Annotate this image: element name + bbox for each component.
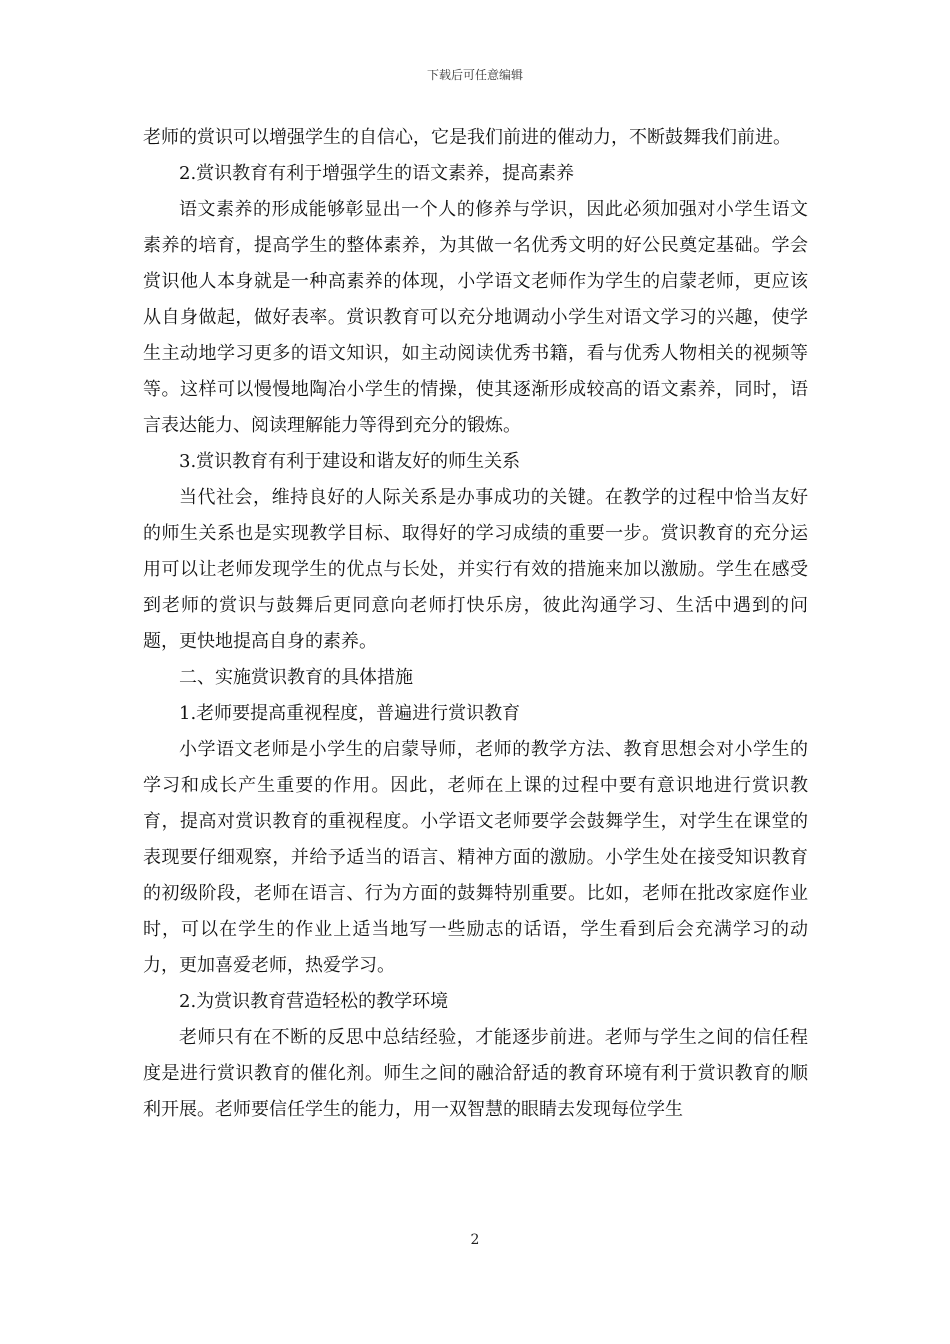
document-body — [143, 120, 808, 1128]
paragraph-continuation: 老师的赏识可以增强学生的自信心，它是我们前进的催动力，不断鼓舞我们前进。 — [143, 127, 791, 148]
section-heading: 3.赏识教育有利于建设和谐友好的师生关系 — [179, 451, 521, 472]
paragraph: 当代社会，维持良好的人际关系是办事成功的关键。在教学的过程中恰当友好的师生关系也是实现教学目标、取得好的学习成绩的重要一步。赏识教育的充分运用可以让老师发现学生的优点与长处，并实行有效的措施来加以激励。学生在感受到老师的赏识与鼓舞后更同意向老师打快乐房，彼此沟通学习、生活中遇到的问题，更快地提高自身的素养。 — [143, 487, 808, 652]
page-header: 下载后可任意编辑 — [426, 68, 523, 82]
paragraph: 语文素养的形成能够彰显出一个人的修养与学识，因此必须加强对小学生语文素养的培育，提高学生的整体素养，为其做一名优秀文明的好公民奠定基础。学会赏识他人本身就是一种高素养的体现，小学语文老师作为学生的启蒙老师，更应该从自身做起，做好表率。赏识教育可以充分地调动小学生对语文学习的兴趣，使学生主动地学习更多的语文知识，如主动阅读优秀书籍，看与优秀人物相关的视频等等。这样可以慢慢地陶冶小学生的情操，使其逐渐形成较高的语文素养，同时，语言表达能力、阅读理解能力等得到充分的锻炼。 — [143, 199, 808, 436]
page-number: 2 — [470, 1232, 480, 1248]
chapter-heading: 二、实施赏识教育的具体措施 — [179, 667, 413, 688]
paragraph: 小学语文老师是小学生的启蒙导师，老师的教学方法、教育思想会对小学生的学习和成长产生重要的作用。因此，老师在上课的过程中要有意识地进行赏识教育，提高对赏识教育的重视程度。小学语文老师要学会鼓舞学生，对学生在课堂的表现要仔细观察，并给予适当的语言、精神方面的激励。小学生处在接受知识教育的初级阶段，老师在语言、行为方面的鼓舞特别重要。比如，老师在批改家庭作业时，可以在学生的作业上适当地写一些励志的话语，学生看到后会充满学习的动力，更加喜爱老师，热爱学习。 — [143, 739, 808, 976]
paragraph: 老师只有在不断的反思中总结经验，才能逐步前进。老师与学生之间的信任程度是进行赏识教育的催化剂。师生之间的融洽舒适的教育环境有利于赏识教育的顺利开展。老师要信任学生的能力，用一双智慧的眼睛去发现每位学生 — [143, 1027, 808, 1120]
section-heading: 2.赏识教育有利于增强学生的语文素养，提高素养 — [179, 163, 575, 184]
section-heading: 2.为赏识教育营造轻松的教学环境 — [179, 991, 449, 1012]
section-heading: 1.老师要提高重视程度，普遍进行赏识教育 — [179, 703, 521, 724]
